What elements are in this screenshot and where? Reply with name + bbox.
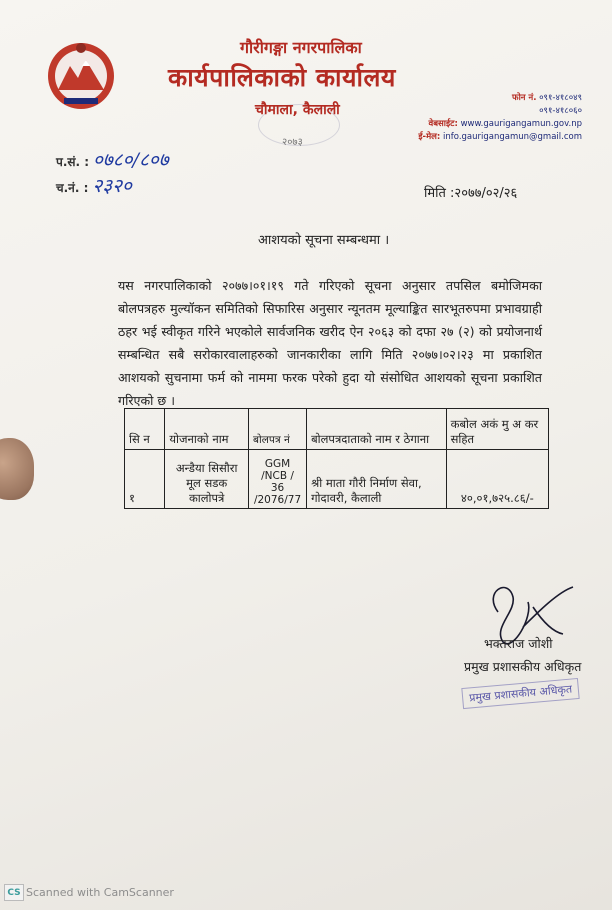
signatory-title: प्रमुख प्रशासकीय अधिकृत [464, 659, 582, 674]
bid-table [124, 408, 549, 509]
header-amount: कबोल अकं मु अ कर सहित [446, 409, 548, 450]
phone-1: ०९१-४१८०४९ [539, 93, 582, 103]
header-project: योजनाको नाम [165, 409, 249, 450]
designation-stamp: प्रमुख प्रशासकीय अधिकृत [461, 678, 580, 709]
cell-project: अन्डैया सिसौरा मूल सडक कालोपत्रे [165, 450, 249, 509]
header-bid-no: बोलपत्र नं [249, 409, 307, 450]
phone-2: ०९१-४१८०६० [539, 106, 582, 116]
ps-value: ०७८०/८०७ [93, 149, 169, 171]
email: info.gaurigangamun@gmail.com [443, 132, 582, 142]
cn-label: च.नं. : [56, 181, 89, 195]
header-sn: सि न [125, 409, 165, 450]
subject: आशयको सूचना सम्बन्धमा । [258, 233, 390, 248]
table-header-row [125, 409, 549, 450]
email-label: ई-मेल: [418, 132, 441, 142]
camscanner-logo-icon: CS [4, 884, 24, 901]
header-bidder: बोलपत्रदाताको नाम र ठेगाना [307, 409, 447, 450]
scanner-watermark: Scanned with CamScanner [26, 886, 174, 899]
cell-amount: ४०,०१,७२५.८६/- [446, 450, 548, 509]
nepal-emblem-icon [44, 36, 118, 116]
signatory-name: भक्तराज जोशी [484, 636, 553, 651]
table-row [125, 450, 549, 509]
cn-line [56, 172, 132, 198]
body-paragraph: यस नगरपालिकाको २०७७।०१।१९ गते गरिएको सूचना अनुसार तपसिल बमोजिमका बोलपत्रहरु मुल्यॉकन समितिको सिफारिस अनुसार न्यूनतम मूल्याङ्कित सारभूतरुपमा प्रभावग्राही ठहर भई स्वीकृत गरिने भएकोले सार्वजनिक खरीद ऐन २०६३ को दफा २७ (२) को प्रयोजनार्थ सम्बन्धित सबै सरोकारवालाहरुको जानकारीका लागि मिति २०७७।०२।२३ मा प्रकाशित आशयको सुचनामा फर्म को नाममा फरक परेको हुदा यो संसोधित आशयको सूचना प्रकाशित गरिएको छ । [118, 278, 542, 408]
cell-sn: १ [125, 450, 165, 509]
cn-value: २३२० [92, 175, 132, 197]
ps-line [56, 146, 169, 172]
office-title: कार्यपालिकाको कार्यालय [168, 63, 396, 92]
office-address: चौमाला, कैलाली [255, 102, 340, 118]
date: मिति :२०७७/०२/२६ [424, 186, 518, 201]
cell-bidder: श्री माता गौरी निर्माण सेवा, गोदावरी, कैलाली [307, 450, 447, 509]
holding-thumb [0, 438, 34, 500]
office-name: गौरीगङ्गा नगरपालिका [240, 38, 362, 57]
website-label: वेबसाईट: [428, 119, 458, 129]
contact-block [418, 92, 582, 144]
established-year: २०७३ [282, 137, 303, 148]
phone-label: फोन नं. [512, 93, 537, 103]
cell-bid-no: GGM /NCB / 36 /2076/77 [249, 450, 307, 509]
ps-label: प.सं. : [56, 155, 90, 169]
website: www.gaurigangamun.gov.np [460, 119, 582, 129]
